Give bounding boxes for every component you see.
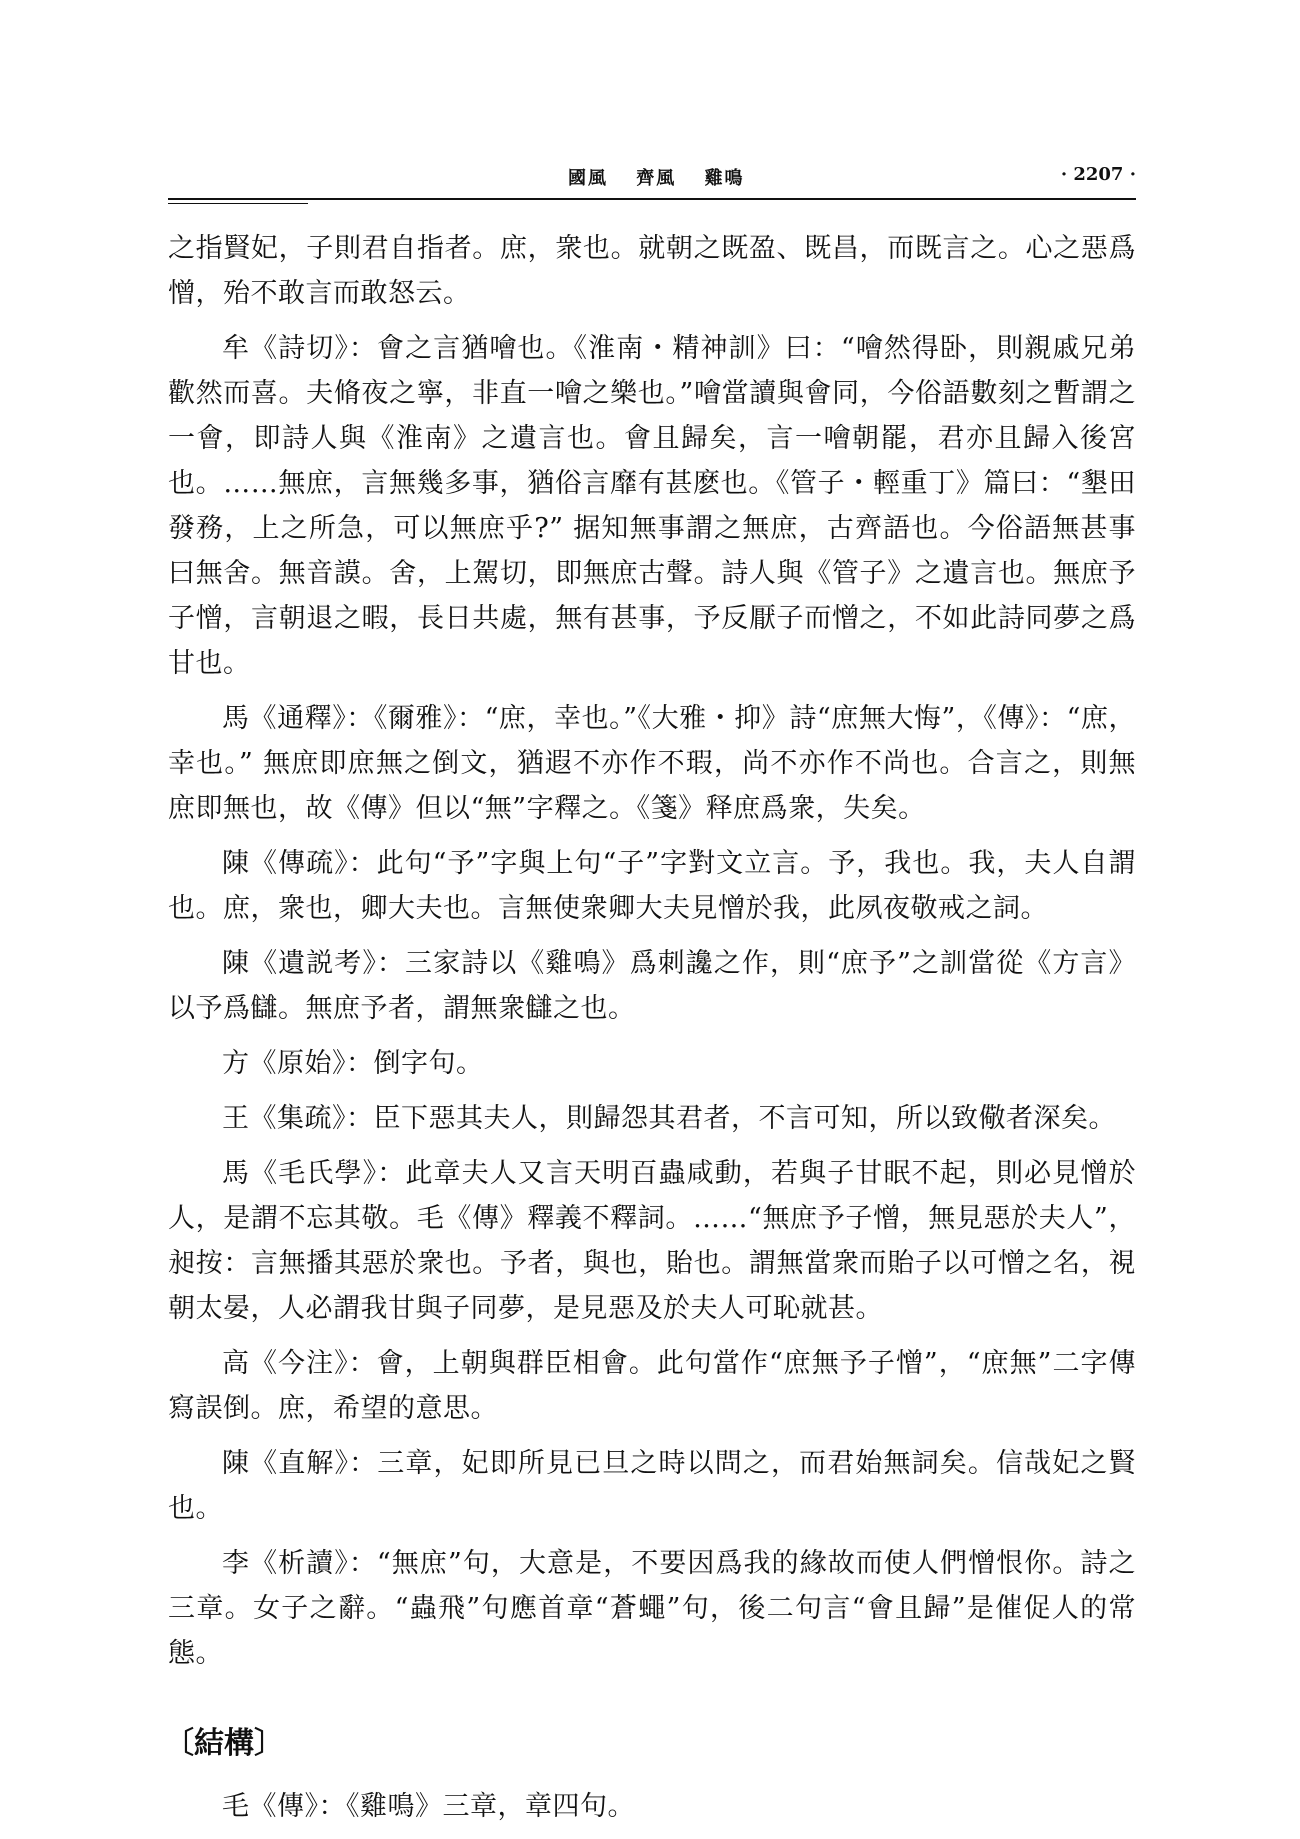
header-section-guofeng: 國風 <box>568 168 608 189</box>
section-heading-structure: 〔結構〕 <box>164 1726 284 1761</box>
header-section-jiming: 雞鳴 <box>704 168 745 189</box>
paragraph-li-xidu: 李《析讀》：“無庶”句，大意是，不要因爲我的緣故而使人們憎恨你。詩之三章。女子之辭。“蟲飛”句應首章“蒼蠅”句，後二句言“會且歸”是催促人的常態。 <box>168 1548 1136 1669</box>
paragraph-ma-tongshi: 馬《通釋》：《爾雅》：“庶，幸也。”《大雅・抑》詩“庶無大悔”，《傳》：“庶，幸也。” 無庶即庶無之倒文，猶遐不亦作不瑕，尚不亦作不尚也。合言之，則無庶即無也，故《傳》但以“無”字釋之。《箋》释庶爲衆，失矣。 <box>168 703 1136 824</box>
page-number: · 2207 · <box>1060 164 1136 185</box>
running-header-title <box>568 164 765 190</box>
paragraph-continuation: 之指賢妃，子則君自指者。庶，衆也。就朝之既盈、既昌，而既言之。心之惡爲憎，殆不敢言而敢怒云。 <box>168 233 1136 309</box>
page-body <box>164 226 1136 1839</box>
paragraph-chen-zhuanshu: 陳《傳疏》：此句“予”字與上句“子”字對文立言。予，我也。我，夫人自謂也。庶，衆也，卿大夫也。言無使衆卿大夫見憎於我，此夙夜敬戒之詞。 <box>168 848 1136 924</box>
header-section-qifeng: 齊風 <box>636 168 677 189</box>
paragraph-ma-maoshixue: 馬《毛氏學》：此章夫人又言天明百蟲咸動，若與子甘眠不起，則必見憎於人，是謂不忘其敬。毛《傳》釋義不釋詞。……“無庶予子憎，無見惡於夫人”，昶按：言無播其惡於衆也。予者，與也，貽也。謂無當衆而貽子以可憎之名，視朝太晏，人必謂我甘與子同夢，是見惡及於夫人可恥就甚。 <box>168 1158 1136 1324</box>
paragraph-chen-yishuokao: 陳《遺説考》：三家詩以《雞鳴》爲刺讒之作，則“庶予”之訓當從《方言》以予爲讎。無庶予者，謂無衆讎之也。 <box>168 948 1136 1024</box>
paragraph-gao-jinzhu: 高《今注》：會，上朝與群臣相會。此句當作“庶無予子憎”，“庶無”二字傳寫誤倒。庶，希望的意思。 <box>168 1348 1136 1424</box>
paragraph-chen-zhijie: 陳《直解》：三章，妃即所見已旦之時以問之，而君始無詞矣。信哉妃之賢也。 <box>168 1448 1136 1524</box>
running-header <box>168 160 1136 200</box>
paragraph-structure-mao: 毛《傳》：《雞鳴》三章，章四句。 <box>222 1791 635 1822</box>
paragraph-fang-yuanshi: 方《原始》：倒字句。 <box>222 1048 484 1079</box>
header-rule <box>168 198 1136 200</box>
header-rule-accent <box>168 203 308 204</box>
paragraph-mou-shiqie: 牟《詩切》：會之言猶噲也。《淮南・精神訓》曰：“噲然得卧，則親戚兄弟歡然而喜。夫脩夜之寧，非直一噲之樂也。”噲當讀與會同，今俗語數刻之暫謂之一會，即詩人與《淮南》之遺言也。會且歸矣，言一噲朝罷，君亦且歸入後宮也。……無庶，言無幾多事，猶俗言靡有甚麽也。《管子・輕重丁》篇曰：“墾田發務，上之所急，可以無庶乎?” 据知無事謂之無庶，古齊語也。今俗語無甚事曰無舍。無音謨。舍，上駕切，即無庶古聲。詩人與《管子》之遺言也。無庶予子憎，言朝退之暇，長日共處，無有甚事，予反厭子而憎之，不如此詩同夢之爲甘也。 <box>168 333 1136 679</box>
paragraph-wang-jishu: 王《集疏》：臣下惡其夫人，則歸怨其君者，不言可知，所以致儆者深矣。 <box>222 1103 1116 1134</box>
